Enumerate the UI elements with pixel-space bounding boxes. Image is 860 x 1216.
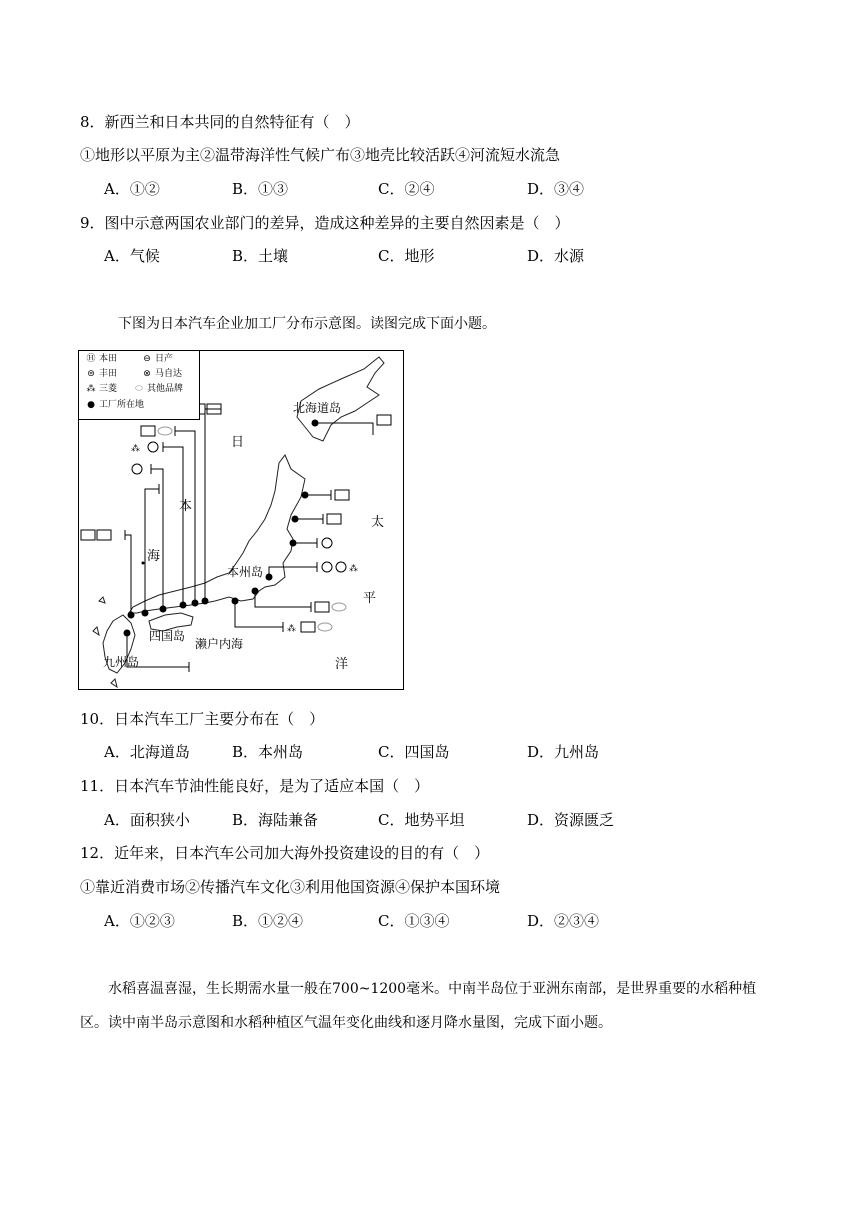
q9-option-d[interactable]: D．水源 — [527, 247, 585, 265]
label-sea-of-japan-3: 海 — [147, 549, 161, 564]
label-pacific-1: 太 — [371, 515, 385, 530]
label-pacific-3: 洋 — [335, 657, 349, 672]
question-10-stem: 10．日本汽车工厂主要分布在（ ） — [80, 710, 325, 728]
legend-nissan: ⊖ 日产 — [139, 354, 173, 365]
label-pacific-2: 平 — [363, 591, 377, 606]
q12-option-b[interactable]: B．①②④ — [232, 912, 304, 930]
honshu-outline — [129, 455, 305, 613]
q10-option-d[interactable]: D．九州岛 — [527, 743, 600, 761]
label-kyushu: 九州岛 — [103, 655, 140, 669]
q9-option-a[interactable]: A．气候 — [104, 247, 160, 265]
q8-option-d[interactable]: D．③④ — [527, 180, 585, 198]
toyota-logo-icon: ⊜ — [87, 369, 95, 379]
rice-intro-paragraph: 水稻喜温喜湿，生长期需水量一般在700~1200毫米。中南半岛位于亚洲东南部，是世界重要的水稻种植区。读中南半岛示意图和水稻种植区气温年变化曲线和逐月降水量图，完成下面小题。 — [80, 981, 757, 1031]
map-intro-text: 下图为日本汽车企业加工厂分布示意图。读图完成下面小题。 — [118, 316, 496, 332]
q12-option-d[interactable]: D．②③④ — [527, 912, 600, 930]
q11-option-c[interactable]: C．地势平坦 — [378, 811, 465, 829]
q12-option-a[interactable]: A．①②③ — [104, 912, 175, 930]
svg-text:⁂: ⁂ — [349, 564, 358, 574]
label-sea-of-japan-1: 日 — [231, 435, 245, 450]
mazda-logo-icon: ⊗ — [143, 369, 151, 379]
label-seto-inland-sea: 濑户内海 — [195, 637, 244, 651]
nissan-logo-icon: ⊖ — [143, 354, 151, 364]
factory-dot-icon: ● — [87, 400, 95, 410]
q11-option-b[interactable]: B．海陆兼备 — [232, 811, 319, 829]
label-hokkaido: 北海道岛 — [293, 401, 342, 415]
legend-toyota: ⊜ 丰田 — [83, 369, 117, 380]
q8-option-c[interactable]: C．②④ — [378, 180, 435, 198]
q9-option-c[interactable]: C．地形 — [378, 247, 435, 265]
q8-option-a[interactable]: A．①② — [104, 180, 160, 198]
map-legend — [79, 351, 200, 420]
mitsubishi-logo-icon: ⁂ — [86, 384, 96, 394]
q10-option-a[interactable]: A．北海道岛 — [104, 743, 190, 761]
label-shikoku: 四国岛 — [149, 629, 186, 643]
honda-logo-icon: Ⓗ — [86, 354, 96, 364]
legend-honda: Ⓗ 本田 — [83, 354, 117, 365]
question-9-stem: 9．图中示意两国农业部门的差异，造成这种差异的主要自然因素是（ ） — [80, 214, 570, 232]
japan-car-factory-map — [78, 350, 404, 690]
q8-option-b[interactable]: B．①③ — [232, 180, 289, 198]
q11-option-d[interactable]: D．资源匮乏 — [527, 811, 615, 829]
question-8-items: ①地形以平原为主②温带海洋性气候广布③地壳比较活跃④河流短水流急 — [80, 146, 561, 164]
q9-option-b[interactable]: B．土壤 — [232, 247, 289, 265]
q12-option-c[interactable]: C．①③④ — [378, 912, 450, 930]
legend-mazda: ⊗ 马自达 — [139, 369, 182, 380]
label-sea-of-japan-2: 本 — [179, 499, 193, 514]
svg-text:⁂: ⁂ — [131, 444, 140, 454]
question-8-stem: 8．新西兰和日本共同的自然特征有（ ） — [80, 113, 360, 131]
question-12-items: ①靠近消费市场②传播汽车文化③利用他国资源④保护本国环境 — [80, 878, 501, 896]
legend-factory: ● 工厂所在地 — [83, 400, 144, 411]
question-12-stem: 12．近年来，日本汽车公司加大海外投资建设的目的有（ ） — [80, 844, 490, 862]
svg-text:⁂: ⁂ — [287, 624, 296, 634]
legend-other: ⬭ 其他品牌 — [131, 384, 183, 395]
other-brand-icon: ⬭ — [135, 384, 143, 394]
q10-option-c[interactable]: C．四国岛 — [378, 743, 450, 761]
question-11-stem: 11．日本汽车节油性能良好，是为了适应本国（ ） — [80, 777, 430, 795]
legend-mitsubishi: ⁂ 三菱 — [83, 384, 117, 395]
label-honshu: 本州岛 — [227, 565, 264, 579]
q10-option-b[interactable]: B．本州岛 — [232, 743, 304, 761]
q11-option-a[interactable]: A．面积狭小 — [104, 811, 190, 829]
